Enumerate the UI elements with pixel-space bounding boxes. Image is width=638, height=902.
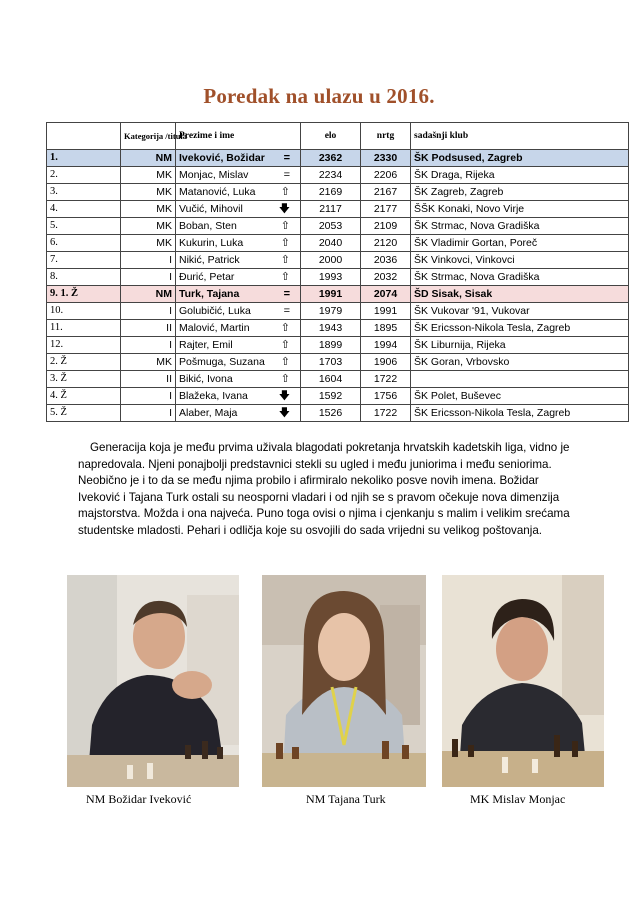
name-cell <box>176 167 301 184</box>
table-row <box>47 235 629 252</box>
rank-cell: 10. <box>47 303 121 320</box>
table-header-nrtg: nrtg <box>361 123 411 150</box>
elo-cell: 1993 <box>301 269 361 286</box>
club-cell: ŠK Zagreb, Zagreb <box>411 184 629 201</box>
nrtg-cell: 1906 <box>361 354 411 371</box>
category-cell: MK <box>121 184 176 201</box>
elo-cell: 1979 <box>301 303 361 320</box>
nrtg-cell: 2206 <box>361 167 411 184</box>
trend-icon: = <box>283 169 290 181</box>
category-cell: NM <box>121 150 176 167</box>
club-cell: ŠK Goran, Vrbovsko <box>411 354 629 371</box>
elo-cell: 2362 <box>301 150 361 167</box>
table-header-row <box>47 123 629 150</box>
category-cell: MK <box>121 354 176 371</box>
name-cell <box>176 218 301 235</box>
elo-cell: 1604 <box>301 371 361 388</box>
club-cell: ŠŠK Konaki, Novo Virje <box>411 201 629 218</box>
elo-cell: 2053 <box>301 218 361 235</box>
name-cell <box>176 388 301 405</box>
category-cell: I <box>121 388 176 405</box>
trend-icon: = <box>283 152 290 164</box>
name-cell <box>176 184 301 201</box>
nrtg-cell: 1895 <box>361 320 411 337</box>
club-cell: ŠK Vinkovci, Vinkovci <box>411 252 629 269</box>
nrtg-cell: 2167 <box>361 184 411 201</box>
photo-bozidar-ivekovic <box>67 575 239 787</box>
nrtg-cell: 1722 <box>361 405 411 422</box>
table-row <box>47 167 629 184</box>
elo-cell: 1592 <box>301 388 361 405</box>
player-name: Iveković, Božidar <box>179 152 265 164</box>
rank-cell: 5. Ž <box>47 405 121 422</box>
name-cell <box>176 405 301 422</box>
nrtg-cell: 2074 <box>361 286 411 303</box>
table-header-elo: elo <box>301 123 361 150</box>
player-name: Vučić, Mihovil <box>179 203 243 215</box>
table-header-category: Kategorija /titula <box>121 123 176 150</box>
photo-mislav-monjac <box>442 575 604 787</box>
table-row <box>47 218 629 235</box>
trend-icon: 🡇 <box>278 390 290 402</box>
rank-cell: 3. <box>47 184 121 201</box>
category-cell: I <box>121 303 176 320</box>
elo-cell: 2000 <box>301 252 361 269</box>
club-cell: ŠK Polet, Buševec <box>411 388 629 405</box>
table-row <box>47 371 629 388</box>
elo-cell: 2117 <box>301 201 361 218</box>
nrtg-cell: 2177 <box>361 201 411 218</box>
nrtg-cell: 1756 <box>361 388 411 405</box>
nrtg-cell: 1722 <box>361 371 411 388</box>
player-name: Blažeka, Ivana <box>179 390 248 402</box>
caption-bozidar: NM Božidar Iveković <box>86 792 192 806</box>
table-row <box>47 269 629 286</box>
category-cell: I <box>121 337 176 354</box>
trend-icon: ⇧ <box>280 356 290 368</box>
nrtg-cell: 2036 <box>361 252 411 269</box>
club-cell: ŠK Strmac, Nova Gradiška <box>411 218 629 235</box>
player-name: Turk, Tajana <box>179 288 240 300</box>
trend-icon: = <box>283 305 290 317</box>
rank-cell: 4. Ž <box>47 388 121 405</box>
category-cell: MK <box>121 167 176 184</box>
elo-cell: 1943 <box>301 320 361 337</box>
club-cell: ŠK Podsused, Zagreb <box>411 150 629 167</box>
table-row <box>47 337 629 354</box>
club-cell: ŠK Ericsson-Nikola Tesla, Zagreb <box>411 320 629 337</box>
rank-cell: 1. <box>47 150 121 167</box>
name-cell <box>176 269 301 286</box>
category-cell: MK <box>121 235 176 252</box>
name-cell <box>176 286 301 303</box>
nrtg-cell: 2032 <box>361 269 411 286</box>
player-name: Pošmuga, Suzana <box>179 356 265 368</box>
player-name: Nikić, Patrick <box>179 254 240 266</box>
rank-cell: 7. <box>47 252 121 269</box>
category-cell: I <box>121 252 176 269</box>
name-cell <box>176 303 301 320</box>
player-name: Bikić, Ivona <box>179 373 233 385</box>
name-cell <box>176 371 301 388</box>
table-row <box>47 286 629 303</box>
rank-cell: 6. <box>47 235 121 252</box>
photo-tajana-turk <box>262 575 426 787</box>
table-row <box>47 184 629 201</box>
rank-cell: 3. Ž <box>47 371 121 388</box>
club-cell: ŠK Strmac, Nova Gradiška <box>411 269 629 286</box>
elo-cell: 2040 <box>301 235 361 252</box>
category-cell: I <box>121 269 176 286</box>
rank-cell: 2. <box>47 167 121 184</box>
nrtg-cell: 2330 <box>361 150 411 167</box>
portrait-bozidar-image <box>67 575 239 787</box>
trend-icon: ⇧ <box>280 271 290 283</box>
trend-icon: ⇧ <box>280 373 290 385</box>
table-header-rank <box>47 123 121 150</box>
rank-cell: 9. 1. Ž <box>47 286 121 303</box>
nrtg-cell: 2120 <box>361 235 411 252</box>
player-name: Đurić, Petar <box>179 271 235 283</box>
club-cell: ŠK Draga, Rijeka <box>411 167 629 184</box>
elo-cell: 2169 <box>301 184 361 201</box>
elo-cell: 1526 <box>301 405 361 422</box>
rank-cell: 8. <box>47 269 121 286</box>
name-cell <box>176 201 301 218</box>
name-cell <box>176 235 301 252</box>
category-cell: II <box>121 371 176 388</box>
portrait-mislav-image <box>442 575 604 787</box>
trend-icon: ⇧ <box>280 322 290 334</box>
name-cell <box>176 354 301 371</box>
category-cell: MK <box>121 218 176 235</box>
category-cell: I <box>121 405 176 422</box>
trend-icon: ⇧ <box>280 220 290 232</box>
article-paragraph-text: Generacija koja je među prvima uživala blagodati pokretanja hrvatskih kadetskih liga, vidno je napredovala. Njeni ponajbolji predstavnici stekli su ugled i među juniorima i među seniorima. Neobično je i to da se među njima probilo i afirmiralo nekoliko posve novih imena. Božidar Iveković i Tajana Turk ostali su neosporni vladari i od njih se s pravom očekuje nova dimenzija majstorstva. Možda i ona najveća. Puno toga ovisi o njima i cjenkanju s malim i velikim srećama studentske mladosti. Pehari i odličja koje su osvojili do sada vrijedni su velikog poštovanja. <box>78 441 570 537</box>
rank-cell: 5. <box>47 218 121 235</box>
elo-cell: 2234 <box>301 167 361 184</box>
nrtg-cell: 2109 <box>361 218 411 235</box>
nrtg-cell: 1991 <box>361 303 411 320</box>
table-row <box>47 252 629 269</box>
rank-cell: 12. <box>47 337 121 354</box>
table-row <box>47 320 629 337</box>
trend-icon: = <box>283 288 290 300</box>
club-cell: ŠK Vladimir Gortan, Poreč <box>411 235 629 252</box>
name-cell <box>176 252 301 269</box>
name-cell <box>176 150 301 167</box>
trend-icon: 🡇 <box>278 407 290 419</box>
player-name: Malović, Martin <box>179 322 250 334</box>
table-header-name: Prezime i ime <box>176 123 301 150</box>
trend-icon: 🡇 <box>278 203 290 215</box>
club-cell: ŠD Sisak, Sisak <box>411 286 629 303</box>
player-name: Boban, Sten <box>179 220 237 232</box>
category-cell: NM <box>121 286 176 303</box>
article-paragraph <box>78 440 578 539</box>
ranking-table-body <box>47 150 629 422</box>
table-row <box>47 388 629 405</box>
table-row <box>47 201 629 218</box>
player-name: Monjac, Mislav <box>179 169 249 181</box>
rank-cell: 11. <box>47 320 121 337</box>
name-cell <box>176 337 301 354</box>
table-row <box>47 303 629 320</box>
club-cell <box>411 371 629 388</box>
club-cell: ŠK Liburnija, Rijeka <box>411 337 629 354</box>
caption-tajana: NM Tajana Turk <box>306 792 386 806</box>
club-cell: ŠK Vukovar '91, Vukovar <box>411 303 629 320</box>
trend-icon: ⇧ <box>280 339 290 351</box>
player-name: Kukurin, Luka <box>179 237 244 249</box>
rank-cell: 4. <box>47 201 121 218</box>
portrait-tajana-image <box>262 575 426 787</box>
nrtg-cell: 1994 <box>361 337 411 354</box>
table-row <box>47 150 629 167</box>
player-name: Rajter, Emil <box>179 339 233 351</box>
trend-icon: ⇧ <box>280 186 290 198</box>
name-cell <box>176 320 301 337</box>
player-name: Alaber, Maja <box>179 407 238 419</box>
trend-icon: ⇧ <box>280 254 290 266</box>
rank-cell: 2. Ž <box>47 354 121 371</box>
elo-cell: 1899 <box>301 337 361 354</box>
table-header-club: sadašnji klub <box>411 123 629 150</box>
category-cell: MK <box>121 201 176 218</box>
trend-icon: ⇧ <box>280 237 290 249</box>
table-row <box>47 354 629 371</box>
ranking-table <box>46 122 629 422</box>
player-name: Golubičić, Luka <box>179 305 251 317</box>
caption-mislav: MK Mislav Monjac <box>470 792 566 806</box>
page-title: Poredak na ulazu u 2016. <box>203 84 435 108</box>
table-row <box>47 405 629 422</box>
elo-cell: 1703 <box>301 354 361 371</box>
club-cell: ŠK Ericsson-Nikola Tesla, Zagreb <box>411 405 629 422</box>
category-cell: II <box>121 320 176 337</box>
player-name: Matanović, Luka <box>179 186 256 198</box>
elo-cell: 1991 <box>301 286 361 303</box>
